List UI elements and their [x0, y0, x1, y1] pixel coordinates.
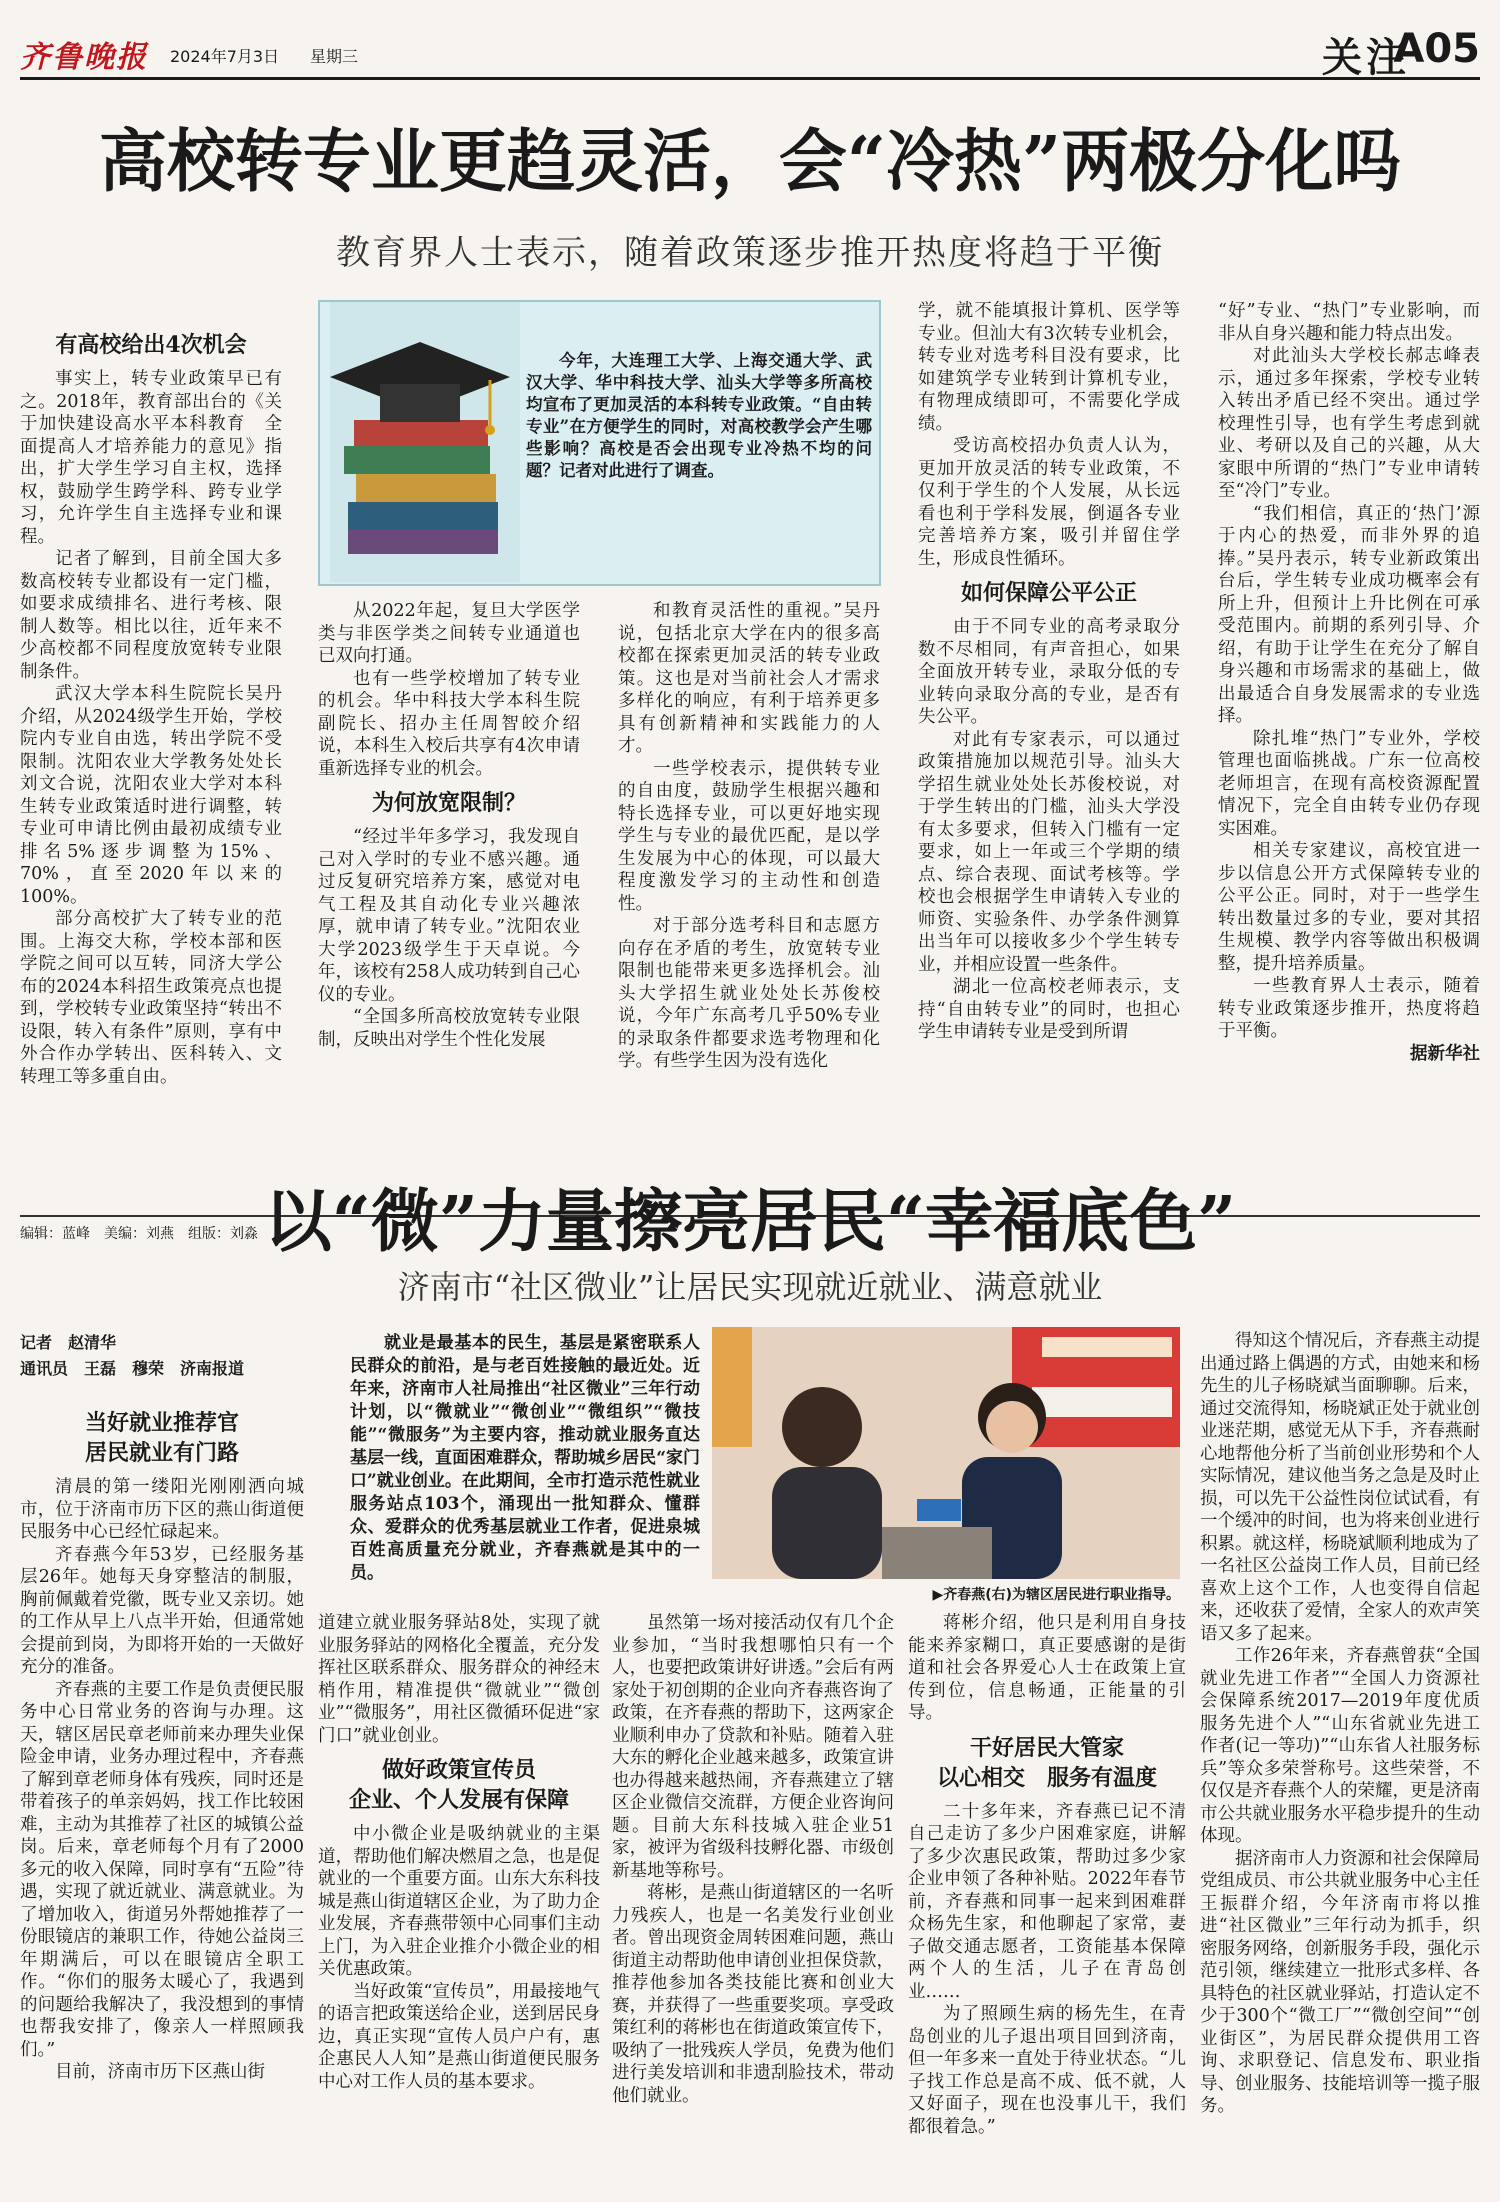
paragraph: 目前，济南市历下区燕山街 [55, 2062, 265, 2082]
paragraph: 相关专家建议，高校宜进一步以信息公开方式保障转专业的公平公正。同时，对于一些学生转出数量过多的专业，要对其招生规模、教学内容等做出积极调整，提升培养质量。 [1218, 841, 1480, 974]
paragraph: 对此有专家表示，可以通过政策措施加以规范引导。汕头大学招生就业处处长苏俊校说，对于学生转出的门槛，汕头大学没有太多要求，但转入门槛有一定要求，如上一年或三个学期的绩点、综合表现、面试考核等。学校也会根据学生申请转入专业的师资、实验条件、办学条件测算出当年可以接收多少个学生转专业，并相应设置一些条件。 [918, 729, 1180, 975]
article2-photo [712, 1327, 1180, 1579]
paragraph: 部分高校扩大了转专业的范围。上海交大称，学校本部和医学院之间可以互转，同济大学公布的2024本科招生政策亮点也提到，学校转专业政策坚持“转出不设限，转入有条件”原则，享有中外合作办学转出、医科转入、文转理工等多重自由。 [20, 909, 282, 1087]
job-guidance-photo-icon [712, 1327, 1180, 1579]
paragraph: 中小微企业是吸纳就业的主渠道，帮助他们解决燃眉之急，也是促就业的一个重要方面。山东大东科技城是燕山街道辖区企业，为了助力企业发展，齐春燕带领中心同事们主动上门，为入驻企业推介小微企业的相关优惠政策。 [318, 1824, 600, 1979]
article2-byline [20, 1330, 244, 1382]
article2-column-2 [318, 1612, 600, 2190]
newspaper-logo: 齐鲁晚报 [20, 40, 148, 75]
paragraph: 为了照顾生病的杨先生，在青岛创业的儿子退出项目回到济南，但一年多来一直处于待业状态。“儿子找工作总是高不成、低不就，人又好面子，现在也没事儿干，我们都很着急。” [908, 2004, 1186, 2137]
paragraph: 从2022年起，复旦大学医学类与非医学类之间转专业通道也已双向打通。 [318, 601, 580, 666]
paragraph: “我们相信，真正的‘热门’源于内心的热爱，而非外界的追捧。”吴丹表示，转专业新政策出台后，学生转专业成功概率会有所上升，但预计上升比例在可承受范围内。前期的系列引导、介绍，有助于让学生在充分了解自身兴趣和市场需求的基础上，做出最适合自身发展需求的专业选择。 [1218, 503, 1480, 726]
article2-column-4 [908, 1612, 1186, 2190]
paragraph: 由于不同专业的高考录取分数不尽相同，有声音担心，如果全面放开转专业，录取分低的专业转向录取分高的专业，是否有失公平。 [918, 617, 1180, 727]
article2-headline: 以“微”力量擦亮居民“幸福底色” [263, 1182, 1237, 1262]
article1-subhead: 教育界人士表示，随着政策逐步推开热度将趋于平衡 [336, 233, 1164, 273]
article1-column-1 [20, 322, 282, 1190]
paragraph: 受访高校招办负责人认为，更加开放灵活的转专业政策，不仅利于学生的个人发展，从长远看也利于学科发展，倒逼各专业完善培养方案，吸引并留住学生，形成良性循环。 [918, 436, 1180, 569]
graduation-cap-books-icon [320, 302, 520, 582]
section-name: 关注 [1322, 34, 1410, 81]
paragraph: 一些学校表示，提供转专业的自由度，鼓励学生根据兴趣和特长选择专业，可以更好地实现学生与专业的最优匹配，是以学生发展为中心的体现，可以最大程度激发学习的主动性和创造性。 [618, 758, 880, 914]
paragraph: 齐春燕的主要工作是负责便民服务中心日常业务的咨询与办理。这天，辖区居民章老师前来办理失业保险金申请，业务办理过程中，齐春燕了解到章老师身体有残疾，同时还是带着孩子的单亲妈妈，找工作比较困难，主动为其推荐了社区的城镇公益岗。后来，章老师每个月有了2000多元的收入保障，同时享有“五险”待遇，实现了就近就业、满意就业。为了增加收入，街道另外帮她推荐了一份眼镜店的兼职工作，待她公益岗三年期满后，可以在眼镜店全职工作。“你们的服务太暖心了，我遇到的问题给我解决了，我没想到的事情也帮我安排了，像亲人一样照顾我们。” [20, 1679, 304, 2060]
paragraph: 得知这个情况后，齐春燕主动提出通过路上偶遇的方式，由她来和杨先生的儿子杨晓斌当面聊聊。后来，通过交流得知，杨晓斌正处于就业创业迷茫期，感觉无从下手，齐春燕耐心地帮他分析了当前创业形势和个人实际情况，建议他当务之急是及时止损，可以先干公益性岗位试试看，有一个缓冲的时间，也为将来创业进行积累。就这样，杨晓斌顺利地成为了一名社区公益岗工作人员，目前已经喜欢上这个工作，人也变得自信起来，还收获了爱情，全家人的欢声笑语又多了起来。 [1200, 1331, 1480, 1644]
byline-reporter: 记者 赵清华 [20, 1333, 117, 1352]
paragraph: 蒋彬，是燕山街道辖区的一名听力残疾人，也是一名美发行业创业者。曾出现资金周转困难问题，燕山街道主动帮助他申请创业担保贷款，推荐他参加各类技能比赛和创业大赛，并获得了一些重要奖项。享受政策红利的蒋彬也在街道政策宣传下，吸纳了一批残疾人学员，免费为他们进行美发培训和非遗刮脸技术，带动他们就业。 [612, 1883, 894, 2106]
issue-date: 2024年7月3日 [170, 47, 280, 66]
section-heading: 为何放宽限制？ [371, 790, 526, 816]
article1-intro: 今年，大连理工大学、上海交通大学、武汉大学、华中科技大学、汕头大学等多所高校均宣布了更加灵活的本科转专业政策。“自由转专业”在方便学生的同时，对高校教学会产生哪些影响？高校是否会出现专业冷热不均的问题？记者对此进行了调查。 [526, 351, 872, 480]
issue-weekday: 星期三 [310, 47, 359, 66]
masthead [20, 18, 1480, 80]
paragraph: 虽然第一场对接活动仅有几个企业参加，“当时我想哪怕只有一个人，也要把政策讲好讲透。”会后有两家处于初创期的企业向齐春燕咨询了政策，在齐春燕的帮助下，这两家企业顺利申办了贷款和补贴。随着入驻大东的孵化企业越来越多，政策宣讲也办得越来越热闹，齐春燕建立了辖区企业微信交流群，方便企业咨询问题。目前大东科技城入驻企业51家，被评为省级科技孵化器、市级创新基地等称号。 [612, 1613, 894, 1881]
section-heading: 做好政策宣传员 企业、个人发展有保障 [348, 1757, 569, 1813]
paragraph: “好”专业、“热门”专业影响，而非从自身兴趣和能力特点出发。 [1218, 301, 1480, 344]
paragraph: 当好政策“宣传员”，用最接地气的语言把政策送给企业，送到居民身边，真正实现“宣传人员户户有，惠企惠民人人知”是燕山街道便民服务中心对工作人员的基本要求。 [318, 1981, 600, 2092]
paragraph: 齐春燕今年53岁，已经服务基层26年。她每天身穿整洁的制服，胸前佩戴着党徽，既专业又亲切。她的工作从早上八点半开始，但通常她会提前到岗，为即将开始的一天做好充分的准备。 [20, 1544, 304, 1677]
article2-column-3 [612, 1612, 894, 2190]
paragraph: 湖北一位高校老师表示，支持“自由转专业”的同时，也担心学生申请转专业是受到所谓 [918, 977, 1180, 1042]
paragraph: 据济南市人力资源和社会保障局党组成员、市公共就业服务中心主任王振群介绍，今年济南市将以推进“社区微业”三年行动为抓手，织密服务网络，创新服务手段，强化示范引领，继续建立一批形式多样、各具特色的社区就业驿站，打造认定不少于300个“微工厂”“微创空间”“创业街区”，为居民群众提供用工咨询、求职登记、信息发布、职业指导、创业服务、技能培训等一揽子服务。 [1200, 1848, 1480, 2116]
article1-headline: 高校转专业更趋灵活，会“冷热”两极分化吗 [98, 122, 1402, 202]
byline-correspondents: 通讯员 王磊 穆荣 济南报道 [20, 1359, 245, 1378]
page-number: A05 [1393, 26, 1480, 72]
paragraph: 道建立就业服务驿站8处，实现了就业服务驿站的网格化全覆盖，充分发挥社区联系群众、服务群众的神经末梢作用，精准提供“微就业”“微创业”“微服务”，用社区微循环促进“家门口”就业创业。 [318, 1613, 600, 1746]
paragraph: 也有一些学校增加了转专业的机会。华中科技大学本科生院副院长、招办主任周智皎介绍说，本科生入校后共享有4次申请重新选择专业的机会。 [318, 668, 580, 779]
section-heading: 干好居民大管家 以心相交 服务有温度 [936, 1734, 1157, 1791]
paragraph: 和教育灵活性的重视。”吴丹说，包括北京大学在内的很多高校都在探索更加灵活的转专业政策。这也是对当前社会人才需求多样化的响应，有利于培养更多具有创新精神和实践能力的人才。 [618, 601, 880, 756]
paragraph: 二十多年来，齐春燕已记不清自己走访了多少户困难家庭，讲解了多少次惠民政策，帮助过多少家企业申领了各种补贴。2022年春节前，齐春燕和同事一起来到困难群众杨先生家，和他聊起了家常，妻子做交通志愿者，工资能基本保障两个人的生活，儿子在青岛创业…… [908, 1801, 1186, 2002]
paragraph: 工作26年来，齐春燕曾获“全国就业先进工作者”“全国人力资源社会保障系统2017—2019年度优质服务先进个人”“山东省就业先进工作者(记一等功)”“山东省人社服务标兵”等众多荣誉称号。这些荣誉，不仅仅是齐春燕个人的荣耀，更是济南市公共就业服务水平稳步提升的生动体现。 [1200, 1646, 1480, 1846]
paragraph: 对此汕头大学校长郝志峰表示，通过多年探索，学校专业转入转出矛盾已经不突出。通过学校理性引导，也有学生考虑到就业、考研以及自己的兴趣，从大家眼中所谓的“热门”专业申请转至“冷门”专业。 [1218, 346, 1480, 501]
article1-column-5 [1218, 300, 1480, 1190]
paragraph: 事实上，转专业政策早已有之。2018年，教育部出台的《关于加快建设高水平本科教育 全面提高人才培养能力的意见》指出，扩大学生学习自主权，选择权，鼓励学生跨学科、跨专业学习，允许学生自主选择专业和课程。 [20, 369, 282, 547]
article2-column-1 [20, 1400, 304, 2190]
section-heading: 如何保障公平公正 [960, 580, 1137, 606]
section-heading: 有高校给出4次机会 [55, 332, 247, 358]
editor-credits: 编辑：蓝峰 美编：刘燕 组版：刘淼 [20, 1226, 258, 1242]
paragraph: “经过半年多学习，我发现自己对入学时的专业不感兴趣。通过反复研究培养方案，感觉对电气工程及其自动化专业兴趣浓厚，就申请了转专业。”沈阳农业大学2023级学生于天卓说。今年，该校有258人成功转到自己心仪的专业。 [318, 827, 580, 1005]
paragraph: 除扎堆“热门”专业外，学校管理也面临挑战。广东一位高校老师坦言，在现有高校资源配置情况下，完全自由转专业仍存现实困难。 [1218, 728, 1480, 839]
paragraph: 记者了解到，目前全国大多数高校转专业都设有一定门槛，如要求成绩排名、进行考核、限制人数等。相比以往，近年来不少高校都不同程度放宽转专业限制条件。 [20, 549, 282, 682]
source-attribution: 据新华社 [1410, 1043, 1480, 1064]
paragraph: 蒋彬介绍，他只是利用自身技能来养家糊口，真正要感谢的是街道和社会各界爱心人士在政策上宣传到位，信息畅通，正能量的引导。 [908, 1613, 1186, 1723]
section-heading: 当好就业推荐官 居民就业有门路 [84, 1410, 239, 1466]
article1-column-3 [618, 600, 880, 1190]
paragraph: 对于部分选考科目和志愿方向存在矛盾的考生，放宽转专业限制也能带来更多选择机会。汕头大学招生就业处处长苏俊校说，今年广东高考几乎50%专业的录取条件都要求选考物理和化学。有些学生因为没有选化 [618, 916, 880, 1071]
article2-lead: 就业是最基本的民生，基层是紧密联系人民群众的前沿，是与老百姓接触的最近处。近年来，济南市人社局推出“社区微业”三年行动计划，以“微就业”“微创业”“微组织”“微技能”“微服务”为主要内容，推动就业服务直达基层一线，直面困难群众，帮助城乡居民“家门口”就业创业。在此期间，全市打造示范性就业服务站点103个，涌现出一批知群众、懂群众、爱群众的优秀基层就业工作者，促进泉城百姓高质量充分就业，齐春燕就是其中的一员。 [350, 1333, 700, 1583]
article1-column-4 [918, 300, 1180, 1190]
article2-column-5 [1200, 1330, 1480, 2190]
paragraph: 武汉大学本科生院院长吴丹介绍，从2024级学生开始，学校院内专业自由选，转出学院不受限制。沈阳农业大学教务处处长刘文合说，沈阳农业大学对本科生转专业政策适时进行调整，转专业可申请比例由最初成绩专业排名5%逐步调整为15%、70%，直至2020年以来的100%。 [20, 684, 282, 907]
paragraph: 一些教育界人士表示，随着转专业政策逐步推开，热度将趋于平衡。 [1218, 976, 1480, 1041]
article1-column-2 [318, 600, 580, 1190]
paragraph: 清晨的第一缕阳光刚刚洒向城市，位于济南市历下区的燕山街道便民服务中心已经忙碌起来。 [20, 1477, 304, 1542]
paragraph: 学，就不能填报计算机、医学等专业。但汕大有3次转专业机会，转专业对选考科目没有要求，比如建筑学专业转到计算机专业，有物理成绩即可，不需要化学成绩。 [918, 301, 1180, 434]
photo-caption: ▶齐春燕(右)为辖区居民进行职业指导。 [932, 1587, 1180, 1603]
article2-subhead: 济南市“社区微业”让居民实现就近就业、满意就业 [397, 1268, 1103, 1306]
paragraph: “全国多所高校放宽转专业限制，反映出对学生个性化发展 [318, 1007, 580, 1050]
